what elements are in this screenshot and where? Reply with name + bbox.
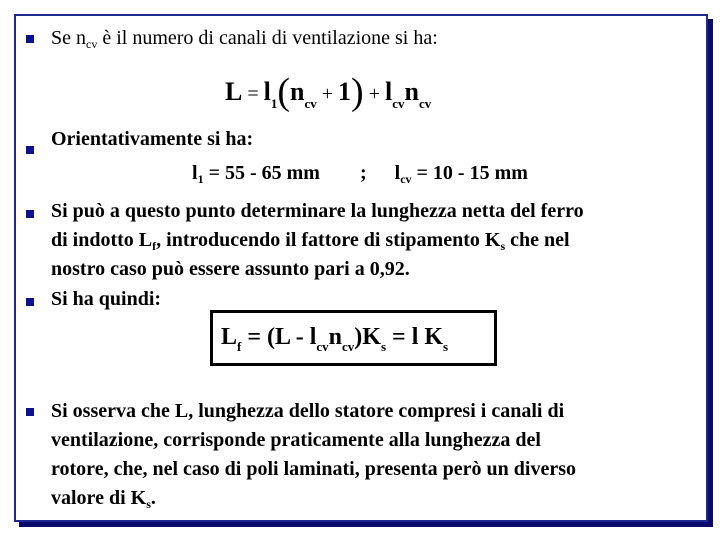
formula-length: $L = l_1(n_{cv} + 1) + l_{cv}n_{cv}$ xyxy=(225,71,432,113)
formula-net-length: $L_f = (L - l_{cv}n_{cv})K_s = l$ $K_s$ xyxy=(221,324,449,354)
square-bullet-icon xyxy=(26,146,34,154)
bullet-text-stator-line3: rotore, che, nel caso di poli laminati, presenta però un diverso xyxy=(51,458,576,480)
square-bullet-icon xyxy=(26,298,34,306)
bullet-text-therefore: Si ha quindi: xyxy=(51,288,162,310)
bullet-text-net-length-line2: di indotto $L_f$, introducendo il fattore di stipamento $K_s$ che nel xyxy=(51,229,570,253)
square-bullet-icon xyxy=(26,35,34,43)
bullet-text-channels: Se $n_{cv}$ è il numero di canali di ventilazione si ha: xyxy=(51,27,438,51)
bullet-text-stator-line1: Si osserva che L, lunghezza dello statore compresi i canali di xyxy=(51,400,565,422)
bullet-text-net-length-line1: Si può a questo punto determinare la lunghezza netta del ferro xyxy=(51,200,584,222)
bullet-text-stator-line2: ventilazione, corrisponde praticamente alla lunghezza del xyxy=(51,429,541,451)
square-bullet-icon xyxy=(26,210,34,218)
bullet-text-net-length-line3: nostro caso può essere assunto pari a 0,92. xyxy=(51,258,410,280)
bullet-text-orientation: Orientativamente si ha: xyxy=(51,128,254,150)
square-bullet-icon xyxy=(26,408,34,416)
lengths-line: $l_1 = 55 - 65$ mm ; $l_{cv} = 10 - 15$ mm xyxy=(192,162,528,186)
bullet-text-stator-line4: valore di $K_s$. xyxy=(51,487,156,511)
